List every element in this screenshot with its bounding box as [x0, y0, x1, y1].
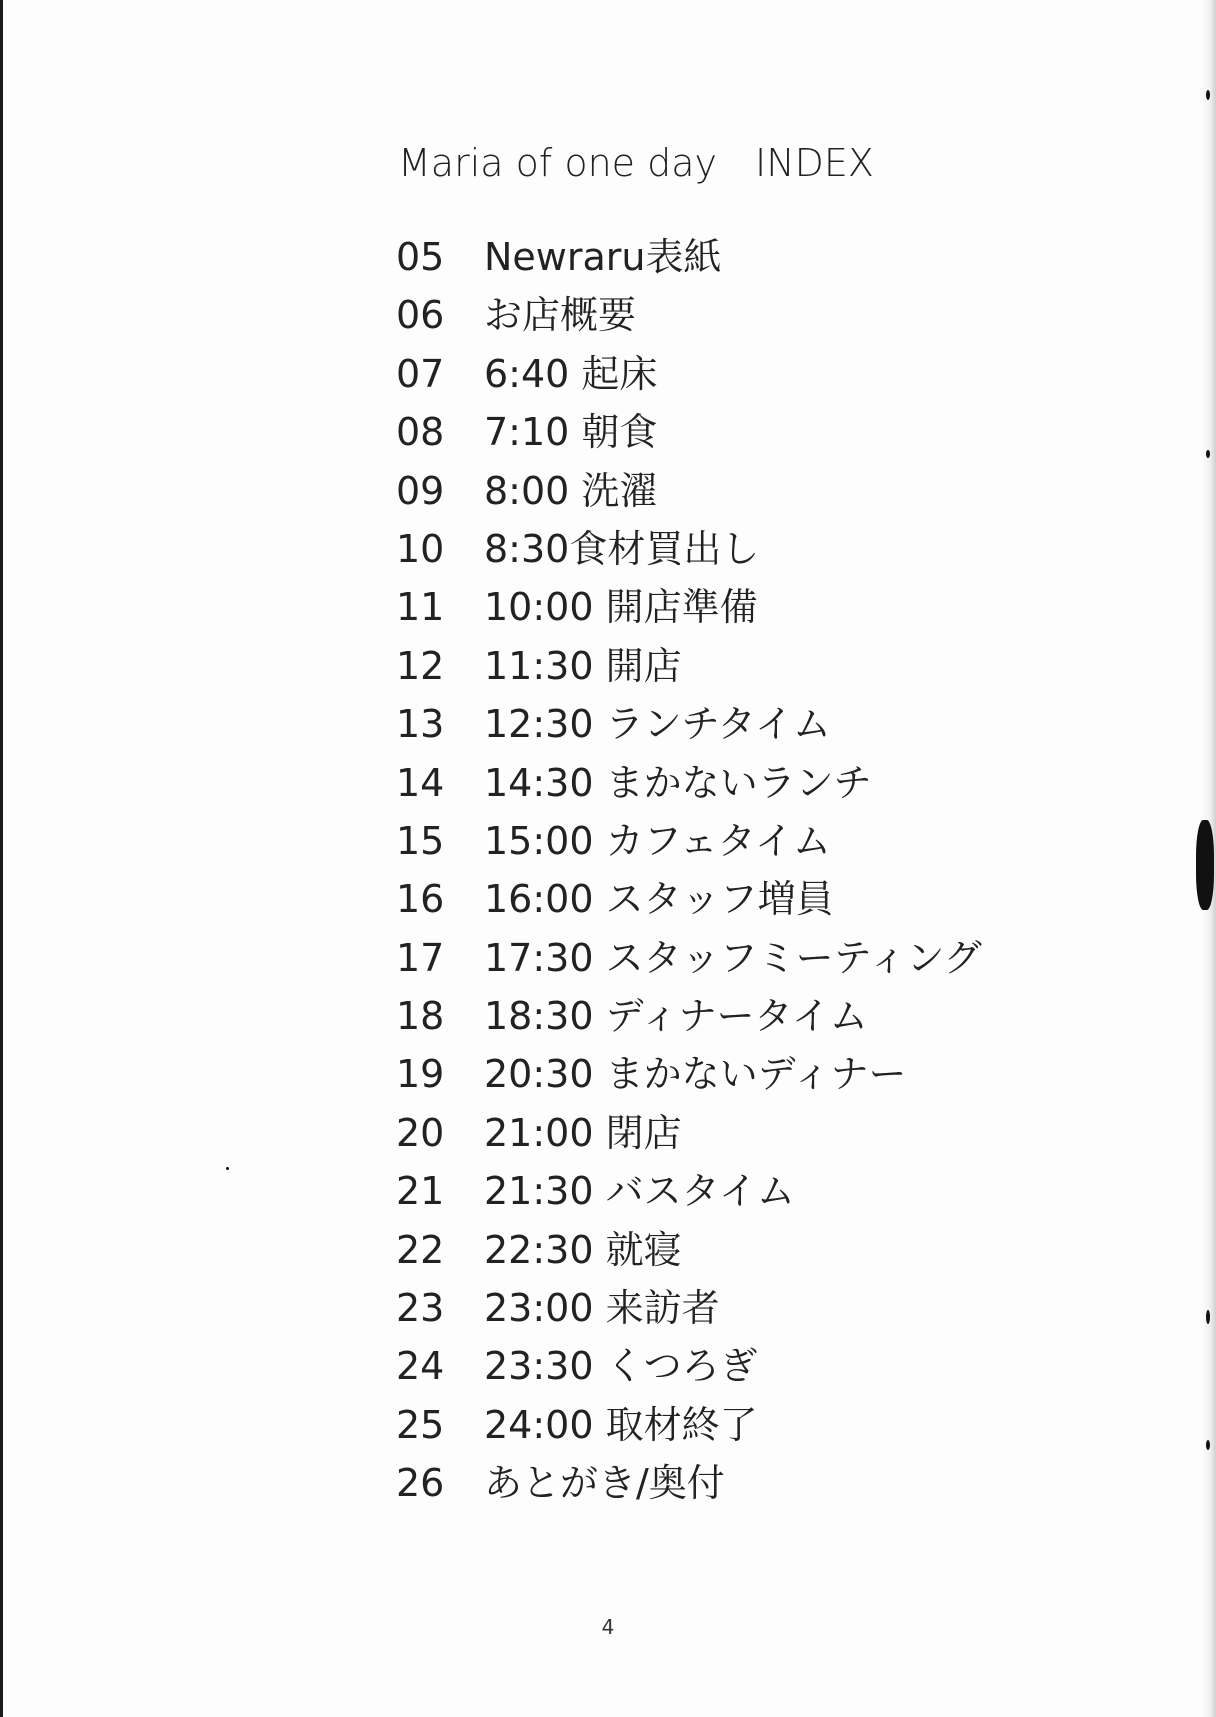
- index-entry-page-number: 13: [396, 702, 445, 747]
- index-entry-page-number: 22: [396, 1227, 445, 1272]
- index-entry-page-number: 25: [396, 1402, 445, 1447]
- index-entry-title: 23:00 来訪者: [484, 1286, 720, 1331]
- index-entry: [396, 1045, 982, 1103]
- index-entry-title: 6:40 起床: [484, 351, 658, 396]
- index-entry: [396, 1454, 982, 1512]
- index-entry-page-number: 05: [396, 235, 445, 279]
- index-entry-title: 23:30 くつろぎ: [484, 1344, 758, 1389]
- index-entry-title: 10:00 開店準備: [484, 585, 758, 630]
- index-entry: [396, 520, 982, 578]
- index-entry: [396, 1279, 982, 1337]
- index-entry-title: 7:10 朝食: [484, 410, 658, 455]
- index-entry: [396, 462, 982, 520]
- index-entry: [396, 812, 982, 870]
- scan-speck: [1196, 820, 1214, 910]
- index-entry-page-number: 17: [396, 935, 445, 980]
- index-entry-page-number: 14: [396, 760, 445, 805]
- index-entry: [396, 345, 982, 403]
- index-entry: [396, 695, 982, 753]
- index-entry: [396, 286, 982, 344]
- index-entry-page-number: 21: [396, 1169, 445, 1214]
- index-entry-title: 8:00 洗濯: [484, 468, 658, 513]
- scan-speck: [226, 1167, 229, 1170]
- scan-speck: [1206, 1310, 1210, 1324]
- index-entry-page-number: 26: [396, 1461, 445, 1506]
- index-entry: [396, 578, 982, 636]
- index-entry-page-number: 23: [396, 1286, 445, 1331]
- index-entry-title: 17:30 スタッフミーティング: [484, 935, 982, 980]
- index-entry-title: 21:30 バスタイム: [484, 1169, 795, 1214]
- index-entry: [396, 403, 982, 461]
- index-entry-page-number: 19: [396, 1052, 445, 1097]
- index-entry-title: 21:00 閉店: [484, 1110, 682, 1155]
- page-number: 4: [601, 1615, 615, 1639]
- index-entry-title: お店概要: [484, 293, 637, 338]
- index-entry-title: 11:30 開店: [484, 643, 682, 688]
- index-entry-page-number: 16: [396, 877, 445, 922]
- scan-speck: [1206, 450, 1210, 458]
- index-entry-page-number: 24: [396, 1344, 445, 1389]
- index-entry: [396, 1162, 982, 1220]
- index-entry: [396, 929, 982, 987]
- index-entry-title: 24:00 取材終了: [484, 1402, 758, 1447]
- index-entry-title: 8:30食材買出し: [484, 526, 760, 571]
- index-entry-title: 20:30 まかないディナー: [484, 1052, 907, 1097]
- index-entry-title: 22:30 就寝: [484, 1227, 682, 1272]
- index-entry: [396, 1337, 982, 1395]
- index-entry-title: 14:30 まかないランチ: [484, 760, 872, 805]
- index-entry-page-number: 12: [396, 643, 445, 688]
- index-list: [396, 228, 982, 1513]
- index-entry: [396, 987, 982, 1045]
- scan-speck: [1206, 1440, 1210, 1450]
- index-entry-page-number: 07: [396, 351, 445, 396]
- index-entry-title: Newraru表紙: [484, 235, 722, 279]
- index-entry: [396, 228, 982, 286]
- index-entry: [396, 637, 982, 695]
- index-entry: [396, 1221, 982, 1279]
- scan-left-edge: [0, 0, 3, 1717]
- index-title: Maria of one day INDEX: [398, 141, 874, 185]
- index-entry-title: 16:00 スタッフ増員: [484, 877, 834, 922]
- index-entry-page-number: 15: [396, 818, 445, 863]
- index-entry-title: あとがき/奥付: [484, 1461, 725, 1506]
- index-entry-page-number: 08: [396, 410, 445, 455]
- scan-speck: [1206, 90, 1210, 100]
- index-entry: [396, 754, 982, 812]
- index-entry: [396, 870, 982, 928]
- index-entry-page-number: 10: [396, 526, 445, 571]
- index-entry-title: 18:30 ディナータイム: [484, 994, 868, 1039]
- index-entry-page-number: 18: [396, 994, 445, 1039]
- index-entry-title: 15:00 カフェタイム: [484, 818, 831, 863]
- index-entry-page-number: 11: [396, 585, 445, 630]
- index-entry-title: 12:30 ランチタイム: [484, 702, 831, 747]
- index-entry-page-number: 20: [396, 1110, 445, 1155]
- index-entry-page-number: 09: [396, 468, 445, 513]
- index-entry: [396, 1396, 982, 1454]
- index-entry-page-number: 06: [396, 293, 445, 338]
- index-entry: [396, 1104, 982, 1162]
